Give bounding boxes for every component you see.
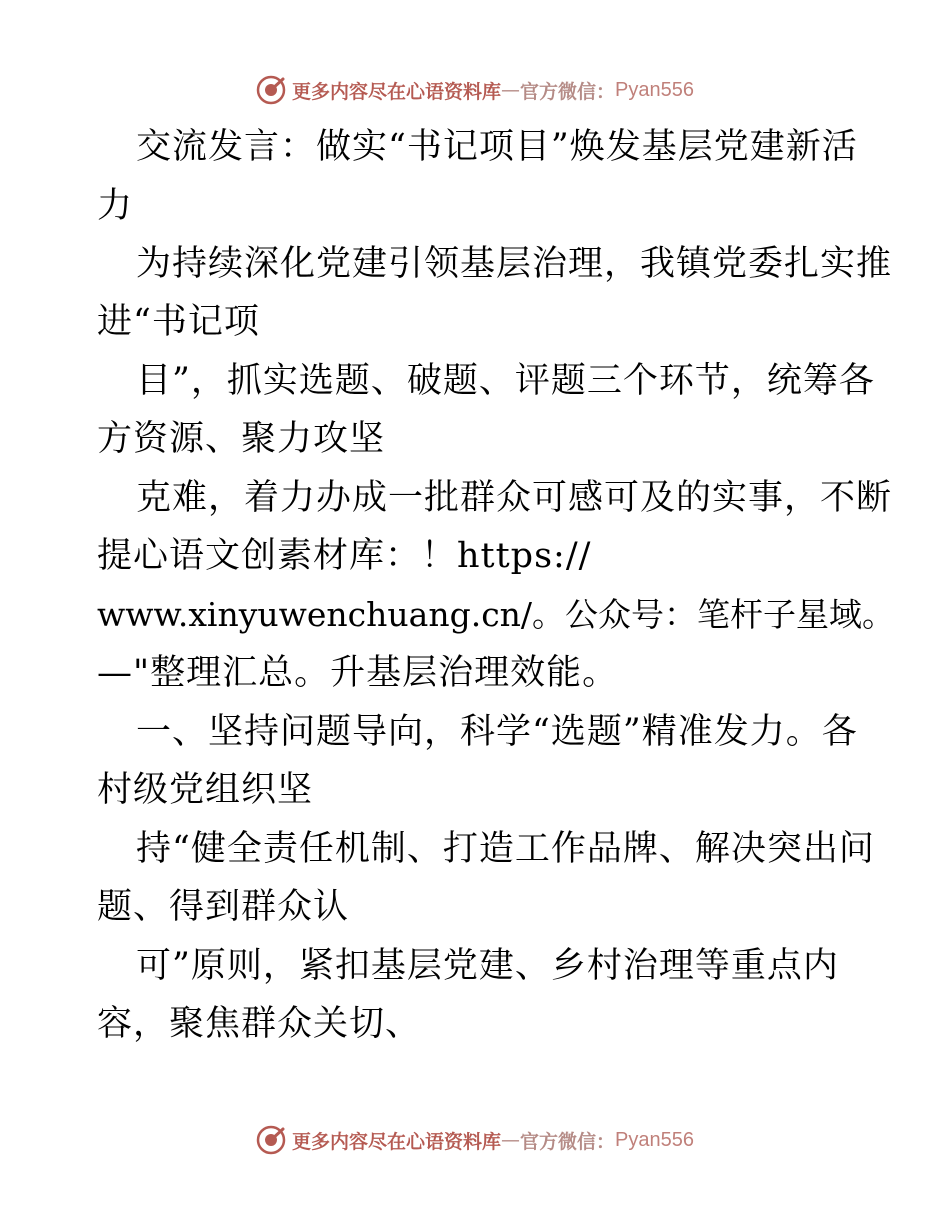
- logo-icon: [256, 75, 286, 105]
- banner-wechat-label: 官方微信：: [520, 1130, 616, 1153]
- banner-wechat-id: Pyan556: [615, 1128, 694, 1151]
- logo-icon: [256, 1125, 286, 1155]
- text-line: 持“健全责任机制、打造工作品牌、解决突出问: [136, 829, 875, 869]
- banner-dash: —: [501, 79, 521, 101]
- text-line: 一、坚持问题导向，科学“选题”精准发力。各: [136, 712, 858, 752]
- text-line: 可”原则，紧扣基层党建、乡村治理等重点内: [136, 946, 839, 986]
- text-line: 提心语文创素材库：！https://: [97, 536, 592, 576]
- header-banner: [0, 70, 950, 110]
- banner-brand-text: 更多内容尽在心语资料库: [292, 1130, 502, 1153]
- text-line: 为持续深化党建引领基层治理，我镇党委扎实推: [136, 244, 893, 284]
- text-line: 进“书记项: [97, 302, 260, 342]
- banner-dash: —: [501, 1129, 521, 1151]
- banner-wechat-label: 官方微信：: [520, 80, 616, 103]
- text-line: 容，聚焦群众关切、: [97, 1004, 422, 1044]
- text-line: 村级党组织坚: [97, 770, 314, 810]
- footer-banner: [0, 1120, 950, 1160]
- text-line: www.xinyuwenchuang.cn/。公众号：笔杆子星域。: [97, 595, 896, 634]
- text-line: 克难，着力办成一批群众可感可及的实事，不断: [136, 478, 893, 518]
- text-line: 交流发言：做实“书记项目”焕发基层党建新活: [136, 127, 858, 167]
- text-line: 目”，抓实选题、破题、评题三个环节，统筹各: [136, 361, 875, 401]
- text-line: 题、得到群众认: [97, 887, 350, 927]
- text-line: —"整理汇总。升基层治理效能。: [97, 653, 619, 693]
- banner-brand-text: 更多内容尽在心语资料库: [292, 80, 502, 103]
- text-line: 方资源、聚力攻坚: [97, 419, 386, 459]
- text-line: 力: [97, 186, 134, 226]
- banner-wechat-id: Pyan556: [615, 78, 694, 101]
